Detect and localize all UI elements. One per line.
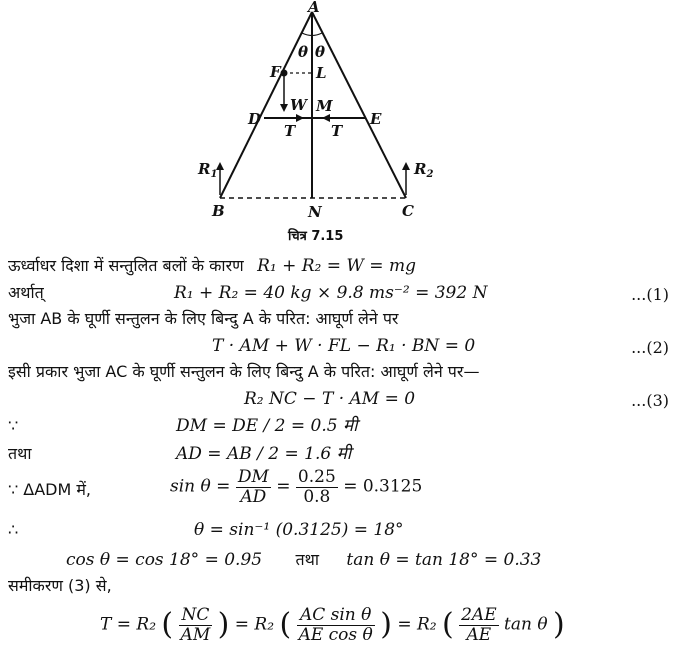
line-8 bbox=[8, 446, 32, 463]
paren-close-2: ) bbox=[380, 607, 392, 643]
paren-open-1: ( bbox=[161, 607, 174, 643]
line-8-math-wrap bbox=[176, 446, 351, 463]
equals-sign: = bbox=[276, 476, 291, 497]
cos-value: cos θ = cos 18° = 0.95 bbox=[66, 550, 263, 570]
line-1-math: R₁ + R₂ = W = mg bbox=[257, 256, 416, 276]
line-11 bbox=[66, 552, 541, 569]
line-5 bbox=[8, 364, 479, 381]
label-theta-right: θ bbox=[315, 43, 326, 61]
frac-den-08: 0.8 bbox=[303, 486, 331, 507]
line-8-math: AD = AB / 2 = 1.6 मी bbox=[176, 444, 352, 464]
label-m: M bbox=[316, 97, 333, 115]
r2-arrowhead bbox=[402, 162, 410, 170]
label-n: N bbox=[308, 203, 322, 221]
label-c: C bbox=[402, 202, 414, 220]
tan-theta-tail: tan θ bbox=[504, 614, 548, 635]
frac-num-025: 0.25 bbox=[297, 467, 336, 487]
line-13 bbox=[100, 606, 565, 644]
label-r2: $R_2$ bbox=[414, 160, 434, 180]
line-2 bbox=[8, 285, 677, 302]
paren-close-3: ) bbox=[553, 607, 565, 643]
label-e: E bbox=[370, 110, 382, 128]
sin-result: = 0.3125 bbox=[343, 476, 423, 497]
tan-value: tan θ = tan 18° = 0.33 bbox=[346, 550, 542, 570]
label-theta-left: θ bbox=[298, 43, 309, 61]
line-2-text: अर्थात् bbox=[8, 283, 44, 302]
figure-caption: चित्र 7.15 bbox=[288, 229, 344, 244]
eq-number-2: ...(2) bbox=[631, 338, 669, 357]
paren-open-3: ( bbox=[441, 607, 454, 643]
line-12 bbox=[8, 578, 112, 595]
ladder-figure bbox=[170, 0, 470, 252]
line-6-math: R₂ NC − T · AM = 0 bbox=[244, 389, 416, 409]
paren-open-2: ( bbox=[279, 607, 292, 643]
line-4-math: T · AM + W · FL − R₁ · BN = 0 bbox=[212, 336, 476, 356]
frac-num-dm: DM bbox=[237, 467, 269, 487]
label-d: D bbox=[248, 110, 262, 128]
fraction-nc-am bbox=[179, 606, 213, 644]
line-9-text: ∵ ΔADM में, bbox=[8, 480, 92, 499]
line-7-math-wrap bbox=[176, 418, 358, 435]
frac-den-ad: AD bbox=[240, 486, 267, 507]
line-3-text: भुजा AB के घूर्णी सन्तुलन के लिए बिन्दु A के परित: आघूर्ण लेने पर bbox=[8, 309, 399, 328]
frac-num-2ae: 2AE bbox=[461, 605, 497, 625]
fraction-2ae-ae bbox=[459, 606, 499, 644]
weight-arrowhead bbox=[280, 104, 288, 112]
line-7-math: DM = DE / 2 = 0.5 मी bbox=[176, 416, 358, 436]
eq-number-1: ...(1) bbox=[631, 285, 669, 304]
label-a: A bbox=[308, 0, 320, 16]
fraction-values bbox=[296, 468, 338, 506]
line-3 bbox=[8, 311, 398, 328]
line-10-math-wrap bbox=[194, 522, 404, 539]
line-8-text: तथा bbox=[8, 444, 32, 463]
therefore-symbol: ∴ bbox=[8, 520, 19, 539]
line-7 bbox=[8, 418, 18, 435]
line-10-math: θ = sin⁻¹ (0.3125) = 18° bbox=[194, 520, 404, 540]
frac-den-am: AM bbox=[180, 624, 211, 645]
label-f: F bbox=[270, 63, 281, 81]
frac-den-ae: AE bbox=[466, 624, 492, 645]
tension-right-head bbox=[322, 114, 330, 122]
paren-close-1: ) bbox=[217, 607, 230, 643]
line-6 bbox=[244, 391, 415, 408]
frac-num-ac-sin: AC sin θ bbox=[297, 606, 375, 626]
line-10 bbox=[8, 522, 18, 539]
line-1 bbox=[8, 258, 416, 275]
equals-r2-1: = R₂ bbox=[234, 614, 275, 635]
equals-r2-2: = R₂ bbox=[397, 614, 437, 635]
frac-num-nc: NC bbox=[179, 606, 213, 626]
label-w: W bbox=[290, 96, 307, 114]
frac-den-ae-cos: AE cos θ bbox=[298, 624, 373, 645]
label-t-right: T bbox=[331, 122, 343, 140]
line-2-math: R₁ + R₂ = 40 kg × 9.8 ms⁻² = 392 N bbox=[174, 283, 488, 303]
because-symbol: ∵ bbox=[8, 416, 19, 435]
tension-left-head bbox=[296, 114, 304, 122]
label-l: L bbox=[316, 64, 327, 82]
t-equals: T = R₂ bbox=[100, 614, 157, 635]
eq-number-3: ...(3) bbox=[631, 391, 669, 410]
fraction-dm-ad bbox=[236, 468, 271, 506]
line-9 bbox=[8, 482, 91, 499]
line-12-text: समीकरण (3) से, bbox=[8, 576, 112, 595]
line-1-text: ऊर्ध्वाधर दिशा में सन्तुलित बलों के कारण bbox=[8, 256, 244, 275]
label-t-left: T bbox=[284, 122, 296, 140]
line-4 bbox=[212, 338, 475, 355]
label-r1: $R_1$ bbox=[198, 160, 218, 180]
fraction-ac-ae bbox=[297, 606, 375, 644]
line-11-text: तथा bbox=[295, 550, 319, 569]
label-b: B bbox=[212, 202, 225, 220]
line-9-math-wrap bbox=[170, 468, 422, 506]
sin-theta-label: sin θ = bbox=[170, 476, 231, 497]
line-5-text: इसी प्रकार भुजा AC के घूर्णी सन्तुलन के लिए बिन्दु A के परित: आघूर्ण लेने पर— bbox=[8, 362, 480, 381]
